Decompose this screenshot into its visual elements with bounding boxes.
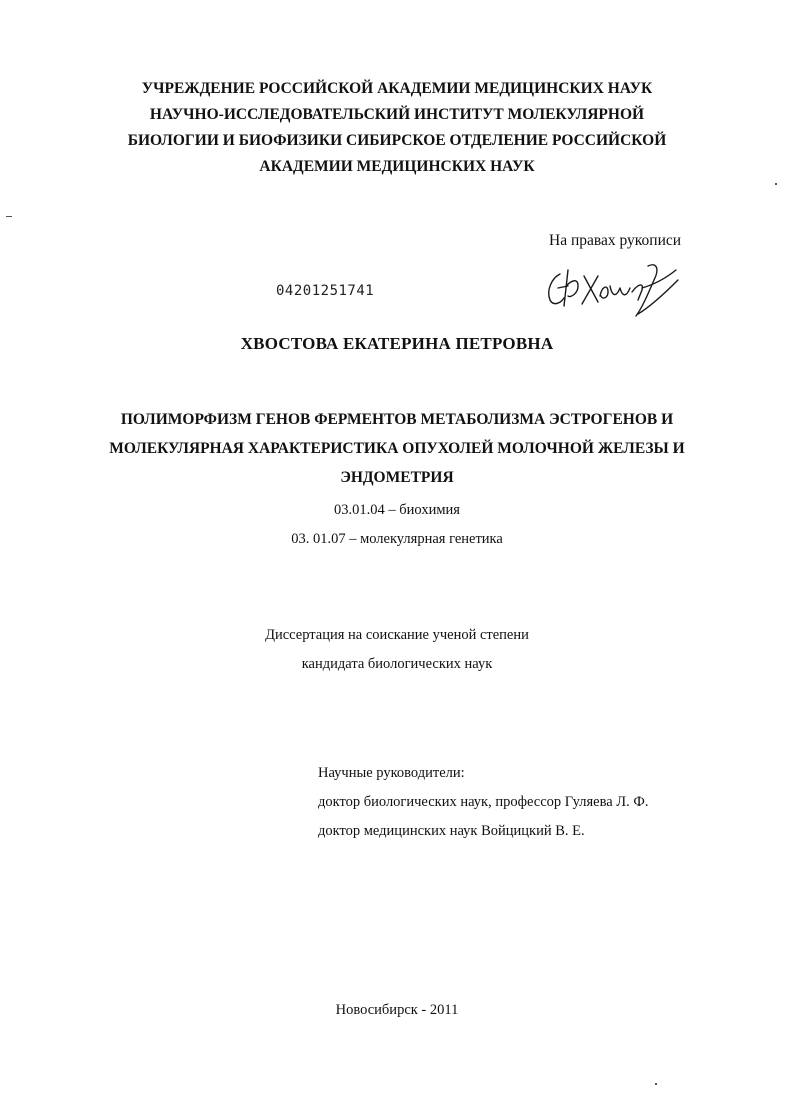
degree-line: кандидата биологических наук [301,656,493,672]
advisors-heading: Научные руководители: [318,765,465,781]
degree-statement [0,621,794,679]
specialties [0,496,794,554]
institution-line: УЧРЕЖДЕНИЕ РОССИЙСКОЙ АКАДЕМИИ МЕДИЦИНСКИХ НАУК [141,80,653,97]
scan-mark [655,1083,657,1085]
specialty-item: 03.01.04 – биохимия [334,502,460,518]
manuscript-note: На правах рукописи [549,232,682,249]
title-line: ЭНДОМЕТРИЯ [340,469,454,486]
dissertation-title [0,405,794,492]
scan-mark [6,216,12,217]
institution-line: НАУЧНО-ИССЛЕДОВАТЕЛЬСКИЙ ИНСТИТУТ МОЛЕКУЛЯРНОЙ [149,106,645,123]
archive-number: 04201251741 [276,283,375,299]
signature-icon [538,256,688,326]
institution-header [0,76,794,180]
scan-mark [775,183,777,185]
specialty-item: 03. 01.07 – молекулярная генетика [291,531,503,547]
degree-line: Диссертация на соискание ученой степени [265,627,529,643]
advisor-item: доктор биологических наук, профессор Гуляева Л. Ф. [318,794,649,810]
place-year: Новосибирск - 2011 [335,1002,459,1018]
title-line: ПОЛИМОРФИЗМ ГЕНОВ ФЕРМЕНТОВ МЕТАБОЛИЗМА ЭСТРОГЕНОВ И [120,411,674,428]
institution-line: БИОЛОГИИ И БИОФИЗИКИ СИБИРСКОЕ ОТДЕЛЕНИЕ РОССИЙСКОЙ [127,132,667,149]
institution-line: АКАДЕМИИ МЕДИЦИНСКИХ НАУК [259,158,535,175]
title-line: МОЛЕКУЛЯРНАЯ ХАРАКТЕРИСТИКА ОПУХОЛЕЙ МОЛОЧНОЙ ЖЕЛЕЗЫ И [109,440,685,457]
advisor-item: доктор медицинских наук Войцицкий В. Е. [318,823,585,839]
advisors-block [318,759,648,846]
author-name: ХВОСТОВА ЕКАТЕРИНА ПЕТРОВНА [240,334,554,353]
